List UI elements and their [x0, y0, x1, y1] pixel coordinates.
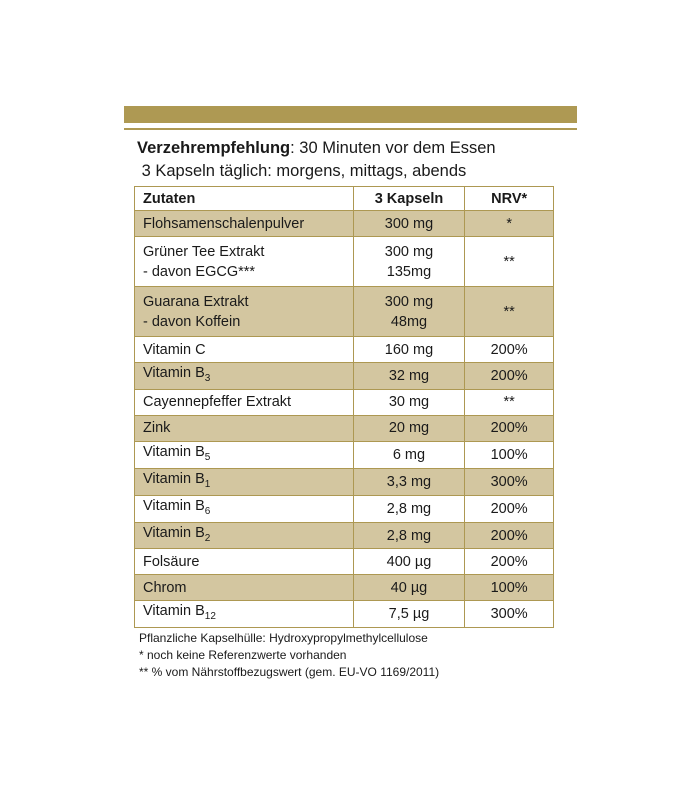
footnote-capsule: Pflanzliche Kapselhülle: Hydroxypropylmethylcellulose — [139, 631, 428, 645]
nrv-cell: 200% — [465, 363, 554, 390]
recommendation-line-1 — [137, 137, 496, 160]
recommendation-dosage: 3 Kapseln täglich: morgens, mittags, abends — [141, 162, 467, 180]
ingredient-name: Vitamin C — [143, 341, 206, 358]
amount-cell — [353, 237, 465, 287]
nrv-cell: * — [465, 211, 554, 237]
amount-cell — [353, 415, 465, 441]
recommendation-line-2 — [137, 160, 496, 183]
amount-value: 32 mg — [388, 367, 430, 384]
amount-value: 160 mg — [384, 341, 434, 358]
ingredient-name: Vitamin $B_1$ — [143, 470, 211, 490]
table-row — [135, 389, 554, 415]
amount-cell — [353, 337, 465, 363]
table-row — [135, 237, 554, 287]
ingredient-name: Vitamin $B_6$ — [143, 497, 211, 517]
ingredient-cell — [135, 575, 354, 601]
ingredient-cell — [135, 211, 354, 237]
header-nrv: NRV* — [465, 187, 554, 211]
ingredient-subscript: 12 — [204, 611, 216, 623]
ingredient-name: Guarana Extrakt — [143, 293, 249, 310]
amount-cell — [353, 522, 465, 549]
ingredient-cell — [135, 495, 354, 522]
ingredient-cell — [135, 522, 354, 549]
header-gold-line — [124, 128, 577, 130]
amount-cell — [353, 495, 465, 522]
amount-value: 400 µg — [386, 553, 432, 570]
nrv-cell: 100% — [465, 441, 554, 468]
nrv-cell: ** — [465, 287, 554, 337]
ingredient-name: Vitamin $B_{12}$ — [143, 603, 216, 623]
table-row — [135, 415, 554, 441]
header-gold-bar — [124, 106, 577, 123]
amount-value: 2,8 mg — [386, 500, 432, 517]
amount-value: 20 mg — [388, 420, 430, 437]
table-row — [135, 549, 554, 575]
nrv-cell: 300% — [465, 468, 554, 495]
ingredient-name: Grüner Tee Extrakt — [143, 243, 265, 260]
table-row — [135, 468, 554, 495]
amount-value: 7,5 µg — [388, 606, 430, 623]
table-row — [135, 441, 554, 468]
ingredient-name: Folsäure — [143, 553, 200, 570]
amount-value: 300 mg — [384, 215, 434, 232]
ingredient-subscript: 1 — [204, 478, 211, 490]
table-row — [135, 211, 554, 237]
amount-cell — [353, 211, 465, 237]
amount-cell — [353, 575, 465, 601]
ingredient-name: Chrom — [143, 579, 187, 596]
recommendation-label: Verzehrempfehlung — [137, 139, 291, 157]
nrv-cell: 200% — [465, 495, 554, 522]
nrv-cell: 100% — [465, 575, 554, 601]
nrv-cell: 300% — [465, 601, 554, 628]
ingredient-cell — [135, 601, 354, 628]
ingredient-cell — [135, 363, 354, 390]
ingredient-name: Flohsamenschalenpulver — [143, 215, 305, 232]
ingredient-cell — [135, 549, 354, 575]
ingredient-sub: - davon Koffein — [143, 313, 241, 330]
nrv-cell: ** — [465, 389, 554, 415]
table-row — [135, 495, 554, 522]
amount-cell — [353, 363, 465, 390]
ingredient-subscript: 2 — [204, 532, 211, 544]
footnotes — [139, 630, 439, 681]
amount-cell — [353, 549, 465, 575]
nrv-cell: ** — [465, 237, 554, 287]
amount-sub-value: 135mg — [386, 263, 432, 280]
ingredient-name: Vitamin $B_5$ — [143, 443, 211, 463]
amount-value: 3,3 mg — [386, 473, 432, 490]
amount-value: 300 mg — [384, 243, 434, 260]
amount-value: 2,8 mg — [386, 527, 432, 544]
amount-cell — [353, 287, 465, 337]
amount-value: 300 mg — [384, 293, 434, 310]
amount-value: 40 µg — [390, 579, 428, 596]
table-row — [135, 287, 554, 337]
ingredient-cell — [135, 237, 354, 287]
ingredient-name: Cayennepfeffer Extrakt — [143, 394, 292, 411]
table-row — [135, 601, 554, 628]
header-amount: 3 Kapseln — [353, 187, 465, 211]
ingredient-cell — [135, 389, 354, 415]
amount-cell — [353, 389, 465, 415]
recommendation — [137, 137, 496, 183]
ingredient-cell — [135, 468, 354, 495]
header-ingredient: Zutaten — [135, 187, 354, 211]
table-header-row — [135, 187, 554, 211]
amount-cell — [353, 441, 465, 468]
ingredient-cell — [135, 441, 354, 468]
ingredient-subscript: 5 — [204, 451, 211, 463]
nrv-cell: 200% — [465, 415, 554, 441]
amount-sub-value: 48mg — [390, 313, 428, 330]
table-row — [135, 575, 554, 601]
footnote-no-reference: * noch keine Referenzwerte vorhanden — [139, 648, 347, 662]
amount-value: 30 mg — [388, 394, 430, 411]
table-row — [135, 337, 554, 363]
nrv-cell: 200% — [465, 522, 554, 549]
footnote-nrv: ** % vom Nährstoffbezugswert (gem. EU-VO 1169/2011) — [139, 665, 440, 679]
ingredient-cell — [135, 415, 354, 441]
amount-cell — [353, 601, 465, 628]
table-row — [135, 363, 554, 390]
ingredient-subscript: 6 — [204, 505, 211, 517]
ingredient-cell — [135, 287, 354, 337]
ingredient-name: Vitamin $B_3$ — [143, 365, 211, 384]
amount-value: 6 mg — [392, 446, 426, 463]
ingredient-name: Zink — [143, 420, 171, 437]
nrv-cell: 200% — [465, 549, 554, 575]
nrv-cell: 200% — [465, 337, 554, 363]
table-row — [135, 522, 554, 549]
ingredient-cell — [135, 337, 354, 363]
recommendation-text: : 30 Minuten vor dem Essen — [290, 139, 496, 157]
ingredient-name: Vitamin $B_2$ — [143, 524, 211, 544]
amount-cell — [353, 468, 465, 495]
nutrition-table — [134, 186, 554, 628]
ingredient-subscript: 3 — [204, 372, 211, 384]
ingredient-sub: - davon EGCG*** — [143, 263, 256, 280]
